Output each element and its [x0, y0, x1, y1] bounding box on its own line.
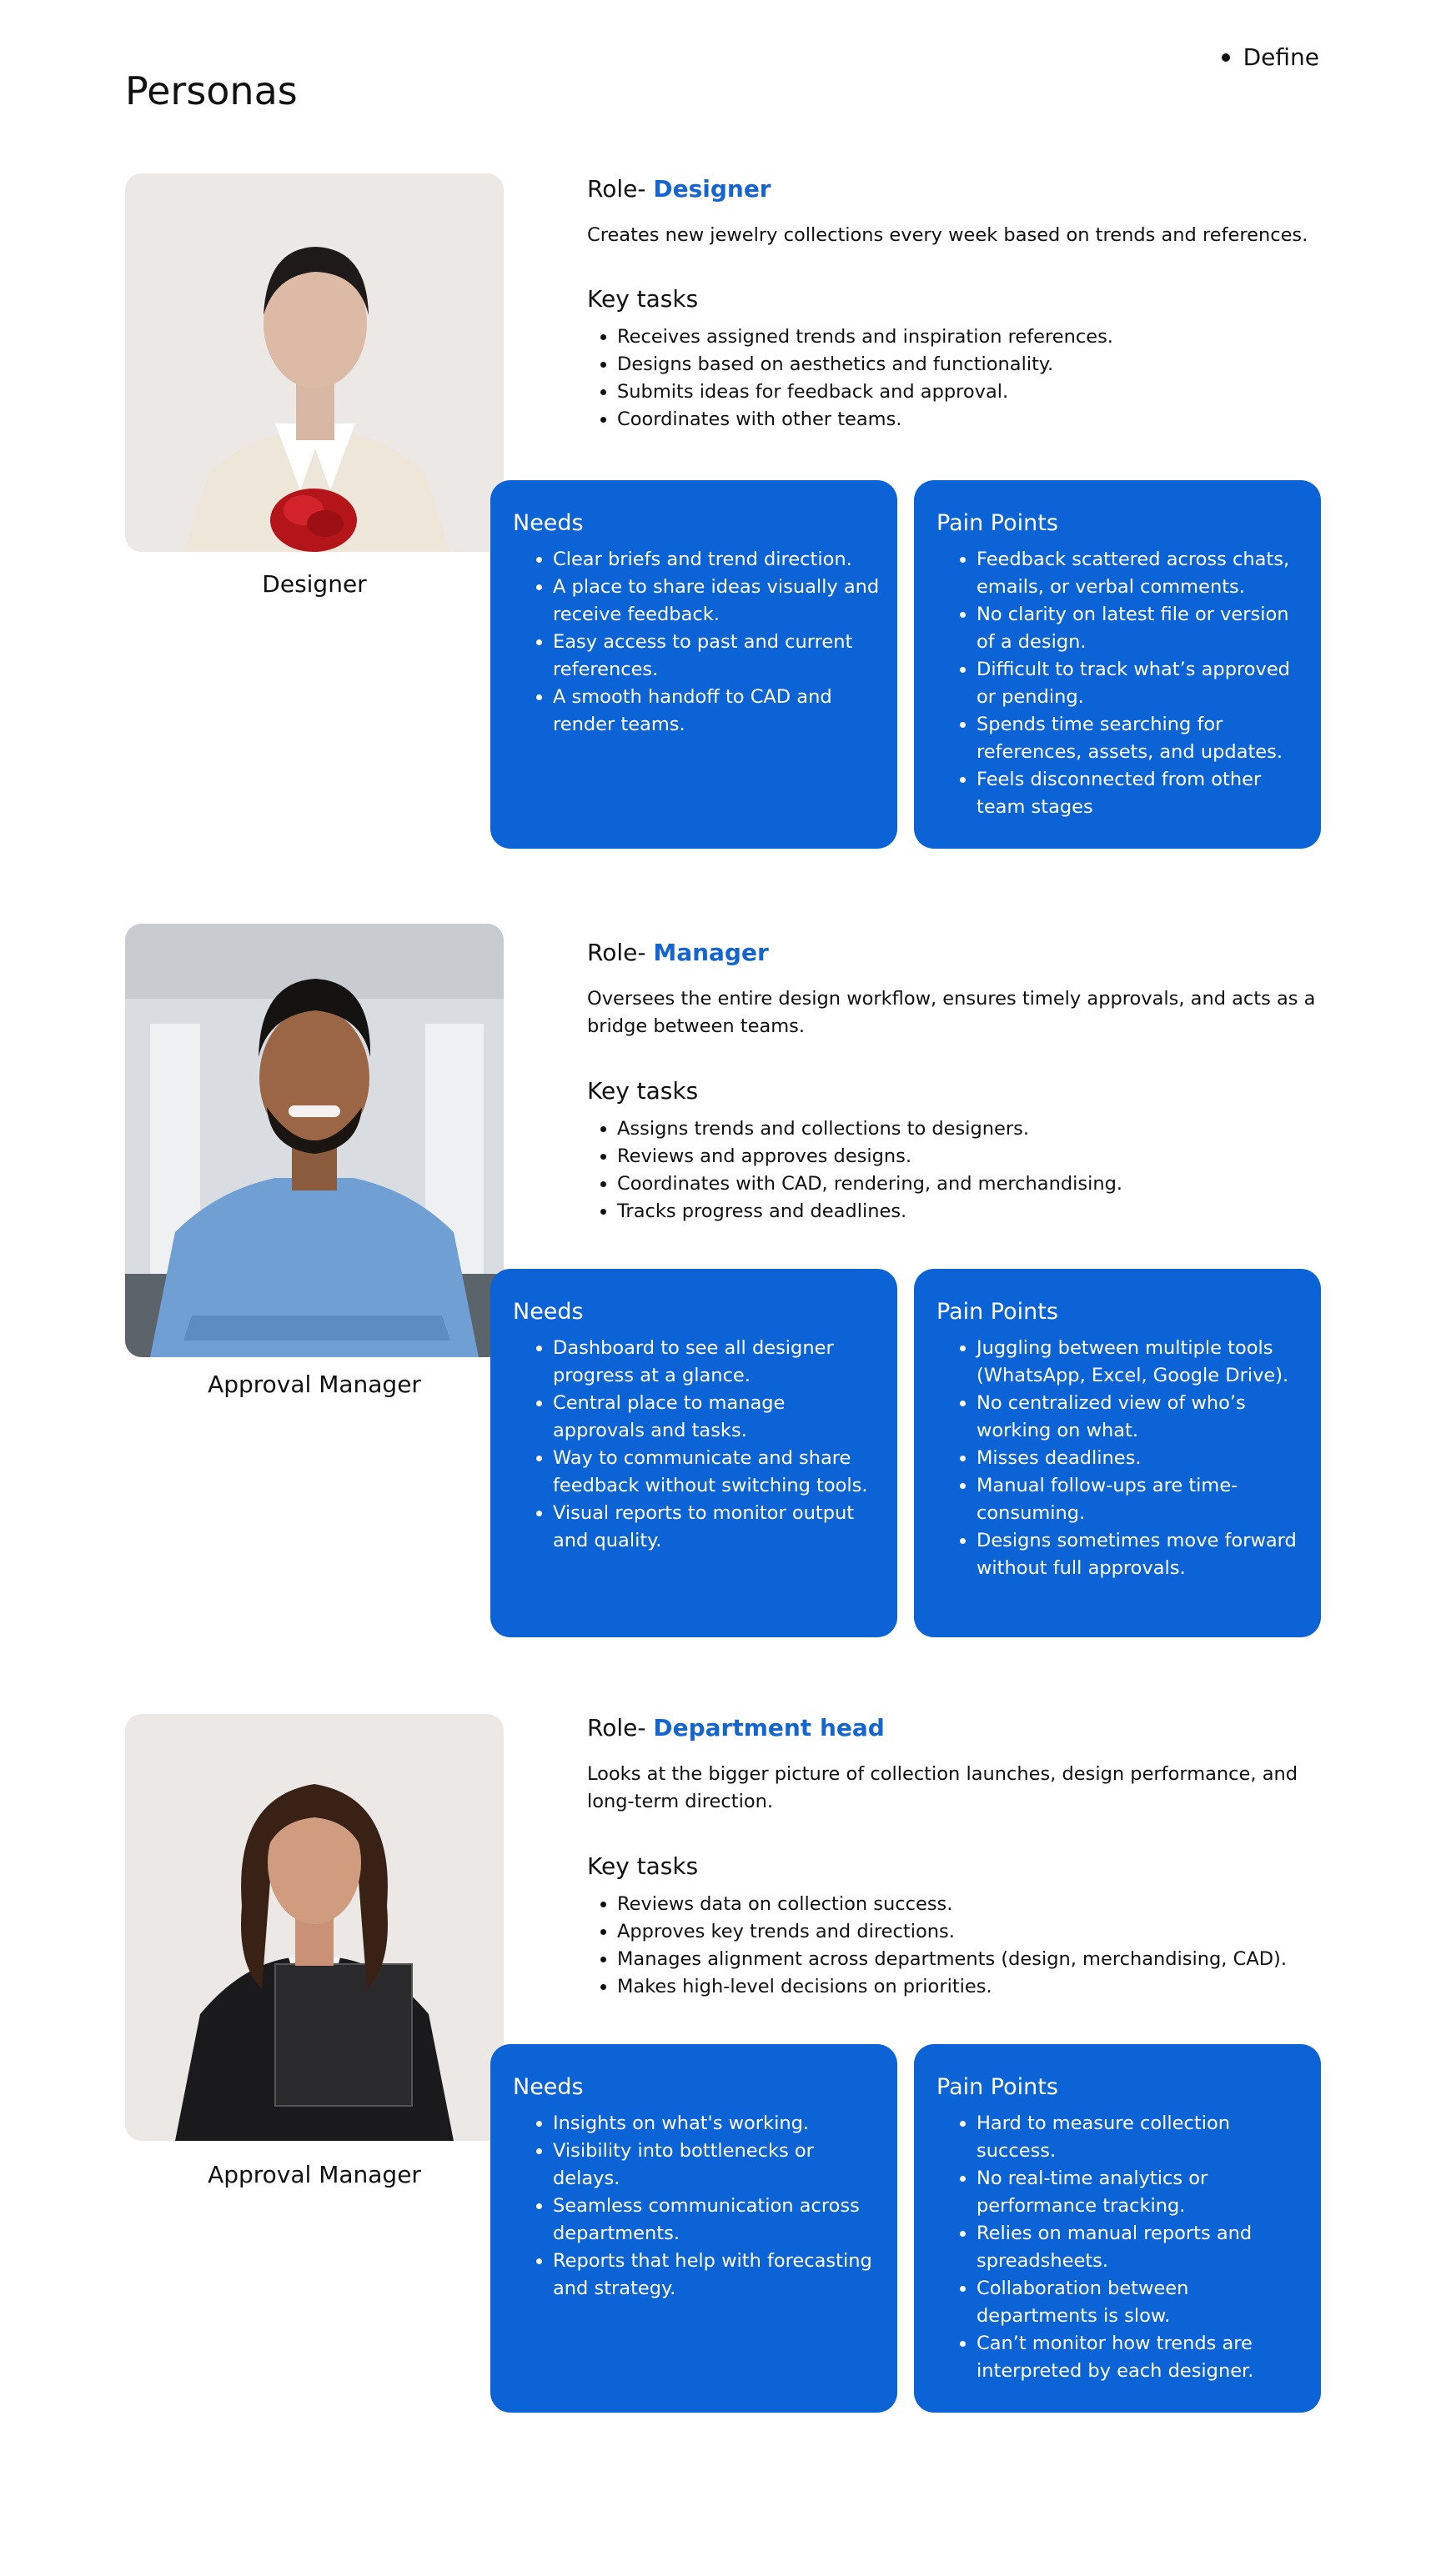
pain-points-card	[914, 1269, 1321, 1637]
role-name: Designer	[653, 175, 771, 203]
needs-card	[490, 1269, 897, 1637]
role-description: Looks at the bigger picture of collection launches, design performance, and long-term direction.	[587, 1763, 1298, 1812]
role-description: Oversees the entire design workflow, ensures timely approvals, and acts as a bridge between teams.	[587, 988, 1316, 1037]
list-item: • A smooth handoff to CAD and render teams.	[553, 684, 881, 739]
list-item: • Hard to measure collection success.	[977, 2110, 1304, 2165]
pain-points-card	[914, 480, 1321, 849]
list-item: • Designs sometimes move forward without full approvals.	[977, 1527, 1304, 1582]
list-item: • Approves key trends and directions.	[617, 1918, 1368, 1946]
list-item: • No clarity on latest file or version of a design.	[977, 601, 1304, 656]
role-name: Manager	[653, 939, 769, 966]
pain-points-list	[936, 546, 1304, 821]
list-item: • Manages alignment across departments (design, merchandising, CAD).	[617, 1946, 1368, 1973]
list-item: • Way to communicate and share feedback without switching tools.	[553, 1445, 881, 1500]
role-prefix: Role-	[587, 939, 654, 966]
needs-title: Needs	[513, 510, 584, 536]
needs-list	[513, 546, 881, 739]
manager-photo	[125, 924, 504, 1357]
needs-card	[490, 480, 897, 849]
list-item: • Easy access to past and current references.	[553, 629, 881, 684]
role-name: Department head	[653, 1714, 885, 1742]
list-item: • Feels disconnected from other team stages	[977, 766, 1304, 821]
key-tasks-title: Key tasks	[587, 1852, 699, 1880]
role-line	[587, 175, 771, 203]
list-item: • Collaboration between departments is slow.	[977, 2275, 1304, 2330]
pain-points-title: Pain Points	[936, 1299, 1058, 1325]
list-item: • Reviews data on collection success.	[617, 1891, 1368, 1918]
department-head-photo	[125, 1714, 504, 2141]
list-item: • Juggling between multiple tools (WhatsApp, Excel, Google Drive).	[977, 1335, 1304, 1390]
list-item: • Receives assigned trends and inspiration references.	[617, 323, 1368, 351]
needs-list	[513, 1335, 881, 1555]
persona-caption: Designer	[262, 570, 367, 598]
role-prefix: Role-	[587, 1714, 654, 1742]
key-tasks-title: Key tasks	[587, 1077, 699, 1105]
define-label	[1222, 43, 1319, 71]
list-item: • Difficult to track what’s approved or pending.	[977, 656, 1304, 711]
list-item: • Visibility into bottlenecks or delays.	[553, 2137, 881, 2193]
list-item: • Relies on manual reports and spreadsheets.	[977, 2220, 1304, 2275]
needs-title: Needs	[513, 2074, 584, 2100]
list-item: • Visual reports to monitor output and quality.	[553, 1500, 881, 1555]
list-item: • Tracks progress and deadlines.	[617, 1198, 1368, 1225]
list-item: • Can’t monitor how trends are interpreted by each designer.	[977, 2330, 1304, 2385]
list-item: • Clear briefs and trend direction.	[553, 546, 881, 574]
list-item: • Dashboard to see all designer progress at a glance.	[553, 1335, 881, 1390]
list-item: • Makes high-level decisions on priorities.	[617, 1973, 1368, 2001]
key-tasks-title: Key tasks	[587, 285, 699, 313]
persona-caption: Approval Manager	[208, 2161, 421, 2188]
role-prefix: Role-	[587, 175, 654, 203]
pain-points-title: Pain Points	[936, 510, 1058, 536]
needs-card	[490, 2044, 897, 2413]
bullet-dot	[1222, 53, 1230, 62]
pain-points-title: Pain Points	[936, 2074, 1058, 2100]
list-item: • Central place to manage approvals and tasks.	[553, 1390, 881, 1445]
list-item: • Misses deadlines.	[977, 1445, 1304, 1472]
persona-caption: Approval Manager	[208, 1371, 421, 1398]
list-item: • No centralized view of who’s working on what.	[977, 1390, 1304, 1445]
list-item: • Seamless communication across departments.	[553, 2193, 881, 2248]
list-item: • Reviews and approves designs.	[617, 1143, 1368, 1170]
needs-title: Needs	[513, 1299, 584, 1325]
list-item: • No real-time analytics or performance tracking.	[977, 2165, 1304, 2220]
list-item: • Feedback scattered across chats, emails, or verbal comments.	[977, 546, 1304, 601]
list-item: • Manual follow-ups are time-consuming.	[977, 1472, 1304, 1527]
list-item: • Reports that help with forecasting and strategy.	[553, 2248, 881, 2303]
list-item: • A place to share ideas visually and receive feedback.	[553, 574, 881, 629]
needs-list	[513, 2110, 881, 2303]
role-line	[587, 939, 769, 966]
list-item: • Assigns trends and collections to designers.	[617, 1115, 1368, 1143]
designer-photo	[125, 173, 504, 552]
list-item: • Spends time searching for references, assets, and updates.	[977, 711, 1304, 766]
key-tasks-list	[587, 1891, 1368, 2001]
list-item: • Submits ideas for feedback and approval.	[617, 378, 1368, 406]
list-item: • Coordinates with CAD, rendering, and merchandising.	[617, 1170, 1368, 1198]
role-line	[587, 1714, 885, 1742]
key-tasks-list	[587, 323, 1368, 434]
role-description: Creates new jewelry collections every week based on trends and references.	[587, 224, 1308, 246]
define-text: Define	[1243, 43, 1319, 71]
key-tasks-list	[587, 1115, 1368, 1225]
pain-points-card	[914, 2044, 1321, 2413]
page-title: Personas	[125, 68, 298, 113]
pain-points-list	[936, 2110, 1304, 2385]
list-item: • Insights on what's working.	[553, 2110, 881, 2137]
list-item: • Designs based on aesthetics and functionality.	[617, 351, 1368, 378]
pain-points-list	[936, 1335, 1304, 1582]
list-item: • Coordinates with other teams.	[617, 406, 1368, 434]
